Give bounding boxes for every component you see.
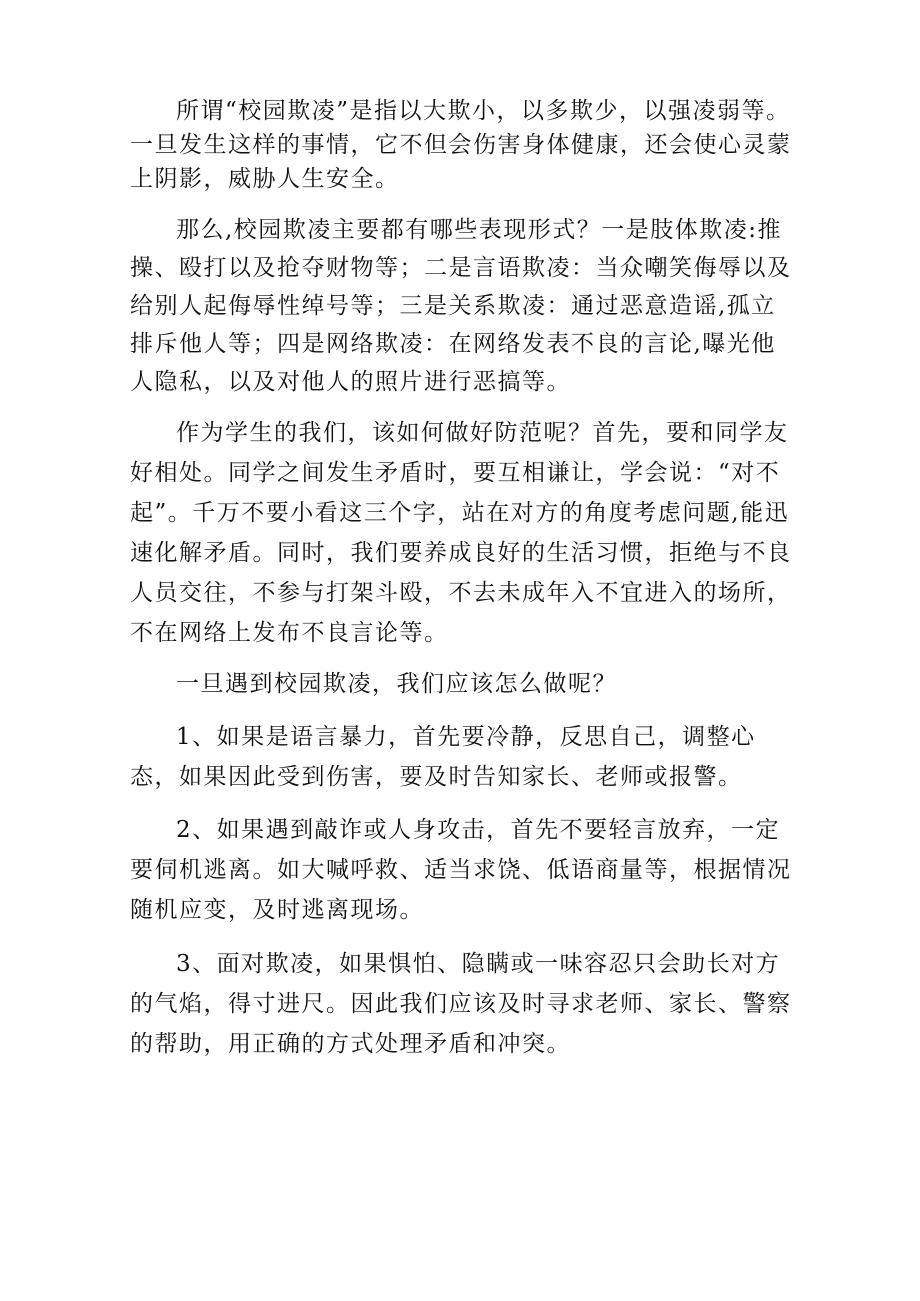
document-body [130, 94, 798, 1064]
paragraph-step-3: 3、面对欺凌，如果惧怕、隐瞒或一味容忍只会助长对方的气焰，得寸进尺。因此我们应该及时寻求老师、家长、警察的帮助，用正确的方式处理矛盾和冲突。 [130, 951, 792, 1057]
paragraph-question: 一旦遇到校园欺凌，我们应该怎么做呢？ [176, 671, 617, 697]
paragraph-step-2: 2、如果遇到敲诈或人身攻击，首先不要轻言放弃，一定要伺机逃离。如大喊呼救、适当求饶、低语商量等，根据情况随机应变，及时逃离现场。 [130, 817, 792, 923]
paragraph-prevention: 作为学生的我们，该如何做好防范呢？首先，要和同学友好相处。同学之间发生矛盾时，要互相谦让，学会说：“对不起”。千万不要小看这三个字，站在对方的角度考虑问题,能迅速化解矛盾。同时，我们要养成良好的生活习惯，拒绝与不良人员交往，不参与打架斗殴，不去未成年入不宜进入的场所，不在网络上发布不良言论等。 [130, 420, 792, 646]
paragraph-forms: 那么,校园欺凌主要都有哪些表现形式？一是肢体欺凌:推操、殴打以及抢夺财物等；二是言语欺凌：当众嘲笑侮辱以及给别人起侮辱性绰号等；三是关系欺凌：通过恶意造谣,孤立排斥他人等；四是网络欺凌：在网络发表不良的言论,曝光他人隐私，以及对他人的照片进行恶搞等。 [130, 217, 792, 395]
paragraph-step-1: 1、如果是语言暴力，首先要冷静，反思自己，调整心态，如果因此受到伤害，要及时告知家长、老师或报警。 [130, 724, 756, 790]
paragraph-definition: 所谓“校园欺凌”是指以大欺小，以多欺少，以强凌弱等。一旦发生这样的事情，它不但会伤害身体健康，还会使心灵蒙上阴影，威胁人生安全。 [130, 98, 792, 192]
